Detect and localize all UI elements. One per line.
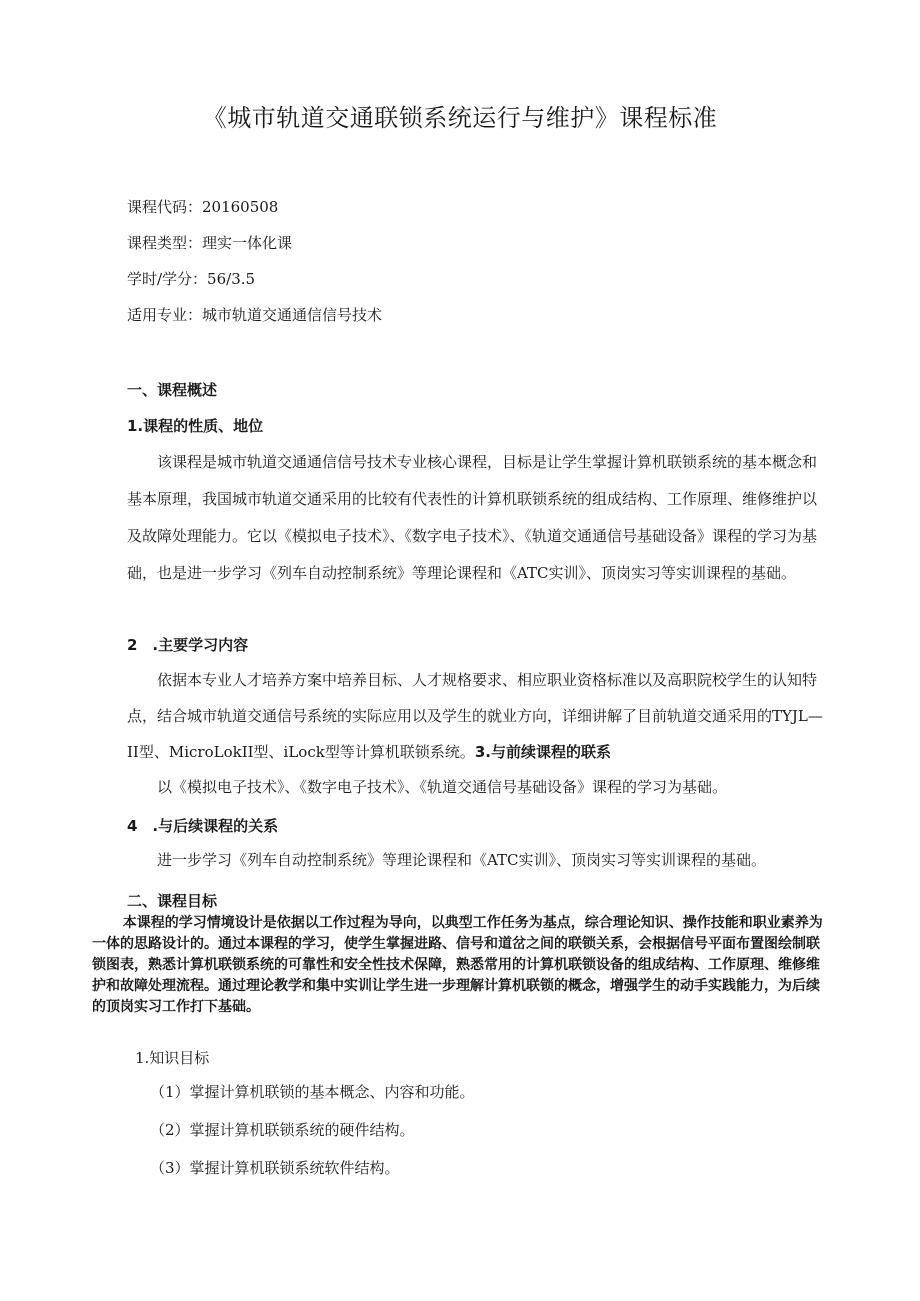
section1-sub1-heading: 1.课程的性质、地位 [127,417,264,435]
section2-intro-paragraph: 本课程的学习情境设计是依据以工作过程为导向，以典型工作任务为基点，综合理论知识、操作技能和职业素养为一体的思路设计的。通过本课程的学习，使学生掌握进路、信号和道岔之间的联锁关系，会根据信号平面布置图绘制联锁图表，熟悉计算机联锁系统的可靠性和安全性技术保障，熟悉常用的计算机联锁设备的组成结构、工作原理、维修维护和故障处理流程。通过理论教学和集中实训让学生进一步理解计算机联锁的概念，增强学生的动手实践能力，为后续的顶岗实习工作打下基础。 [92,915,823,1015]
knowledge-item-number: （3） [150,1159,190,1177]
section1-sub2-heading: 2 .主要学习内容 [127,636,249,654]
section1-sub4-paragraph: 进一步学习《列车自动控制系统》等理论课程和《ATC实训》、顶岗实习等实训课程的基础。 [157,851,766,869]
knowledge-item-number: （1） [150,1083,190,1101]
course-type: 课程类型：理实一体化课 [127,234,293,252]
knowledge-item-text: 掌握计算机联锁的基本概念、内容和功能。 [189,1083,475,1101]
course-hours: 学时/学分：56/3.5 [127,270,256,288]
course-code: 课程代码：20160508 [127,198,279,216]
section1-sub4-heading: 4 .与后续课程的关系 [127,817,279,835]
section1-sub2-text: 依据本专业人才培养方案中培养目标、人才规格要求、相应职业资格标准以及高职院校学生的认知特点，结合城市轨道交通信号系统的实际应用以及学生的就业方向，详细讲解了目前轨道交通采用的TYJL—II型、MicroLokII型、iLock型等计算机联锁系统。 [127,671,823,761]
course-major: 适用专业：城市轨道交通通信信号技术 [127,306,383,324]
knowledge-goals-heading: 1.知识目标 [135,1049,210,1067]
section2-heading: 二、课程目标 [127,892,218,910]
section1-sub3-heading: 3.与前续课程的联系 [474,743,611,761]
section1-sub3-paragraph: 以《模拟电子技术》、《数字电子技术》、《轨道交通信号基础设备》课程的学习为基础。 [157,778,728,796]
section1-sub1-paragraph: 该课程是城市轨道交通通信信号技术专业核心课程，目标是让学生掌握计算机联锁系统的基本概念和基本原理，我国城市轨道交通采用的比较有代表性的计算机联锁系统的组成结构、工作原理、维修维护以及故障处理能力。它以《模拟电子技术》、《数字电子技术》、《轨道交通通信号基础设备》课程的学习为基础，也是进一步学习《列车自动控制系统》等理论课程和《ATC实训》、顶岗实习等实训课程的基础。 [127,453,818,582]
knowledge-item [150,1081,475,1103]
knowledge-item [150,1157,400,1179]
knowledge-item-number: （2） [150,1121,190,1139]
section1-sub2-paragraph [127,662,827,770]
knowledge-item [150,1119,415,1141]
knowledge-item-text: 掌握计算机联锁系统软件结构。 [189,1159,400,1177]
section1-heading: 一、课程概述 [127,381,218,399]
knowledge-item-text: 掌握计算机联锁系统的硬件结构。 [189,1121,415,1139]
document-title: 《城市轨道交通联锁系统运行与维护》课程标准 [202,104,718,132]
